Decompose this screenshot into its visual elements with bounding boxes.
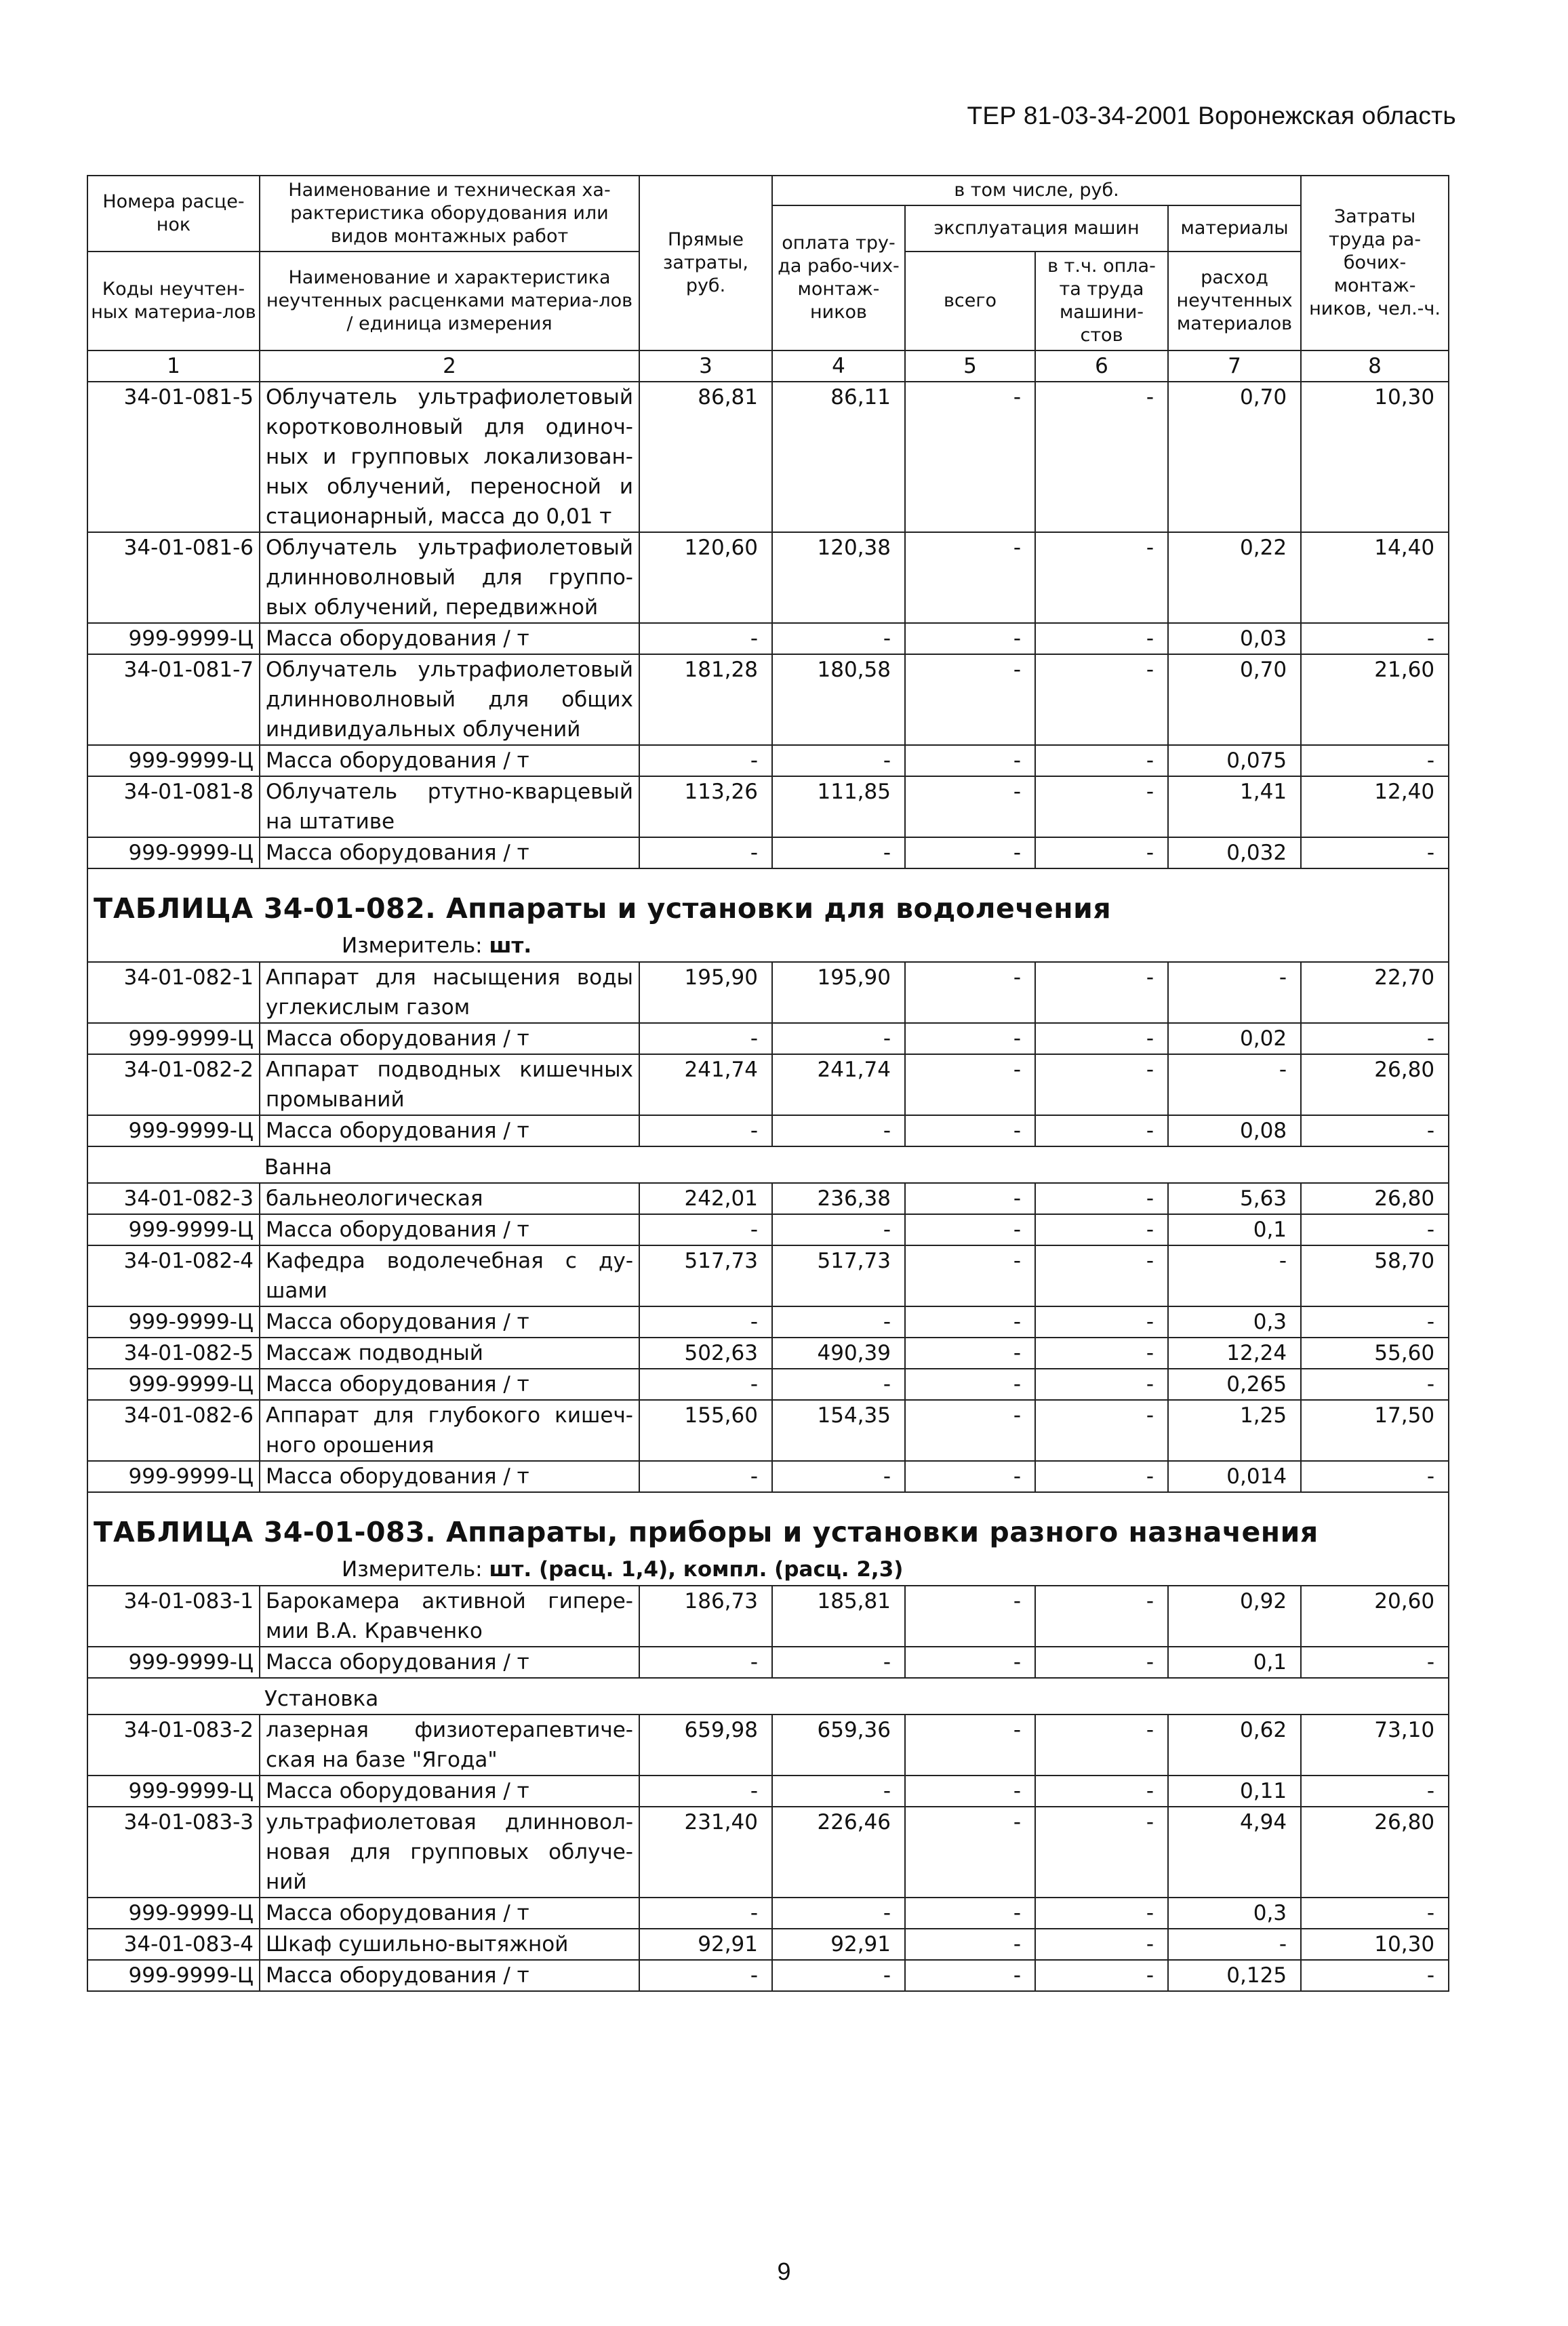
machines-total: - — [905, 1338, 1035, 1369]
rate-row — [87, 962, 1449, 1023]
rate-code: 999-9999-Ц — [87, 1461, 260, 1492]
direct-costs: - — [639, 1898, 772, 1929]
rate-row — [87, 1400, 1449, 1461]
rate-name: Облучатель ультрафиолетовый длинноволновый для общих индивидуальных облучений — [260, 654, 639, 745]
machines-total: - — [905, 1647, 1035, 1678]
rate-row — [87, 1338, 1449, 1369]
direct-costs: 186,73 — [639, 1586, 772, 1647]
machinists-pay: - — [1035, 1400, 1168, 1461]
machines-total: - — [905, 654, 1035, 745]
labor-pay: 185,81 — [772, 1586, 905, 1647]
machines-total: - — [905, 623, 1035, 654]
machinists-pay: - — [1035, 1214, 1168, 1245]
header-col4: оплата тру-да рабо-чих-монтаж-ников — [772, 205, 905, 350]
machines-total: - — [905, 1807, 1035, 1898]
material-row — [87, 1461, 1449, 1492]
rate-name: Облучатель ультрафиолетовый коротковолновый для одиноч-ных и групповых локализован-ных облучений, переносной и стационарный, масса до 0,01 т — [260, 382, 639, 532]
machines-total: - — [905, 1929, 1035, 1960]
rate-code: 34-01-082-3 — [87, 1183, 260, 1214]
labor-hours: 21,60 — [1301, 654, 1449, 745]
machinists-pay: - — [1035, 1023, 1168, 1054]
material-row — [87, 1214, 1449, 1245]
rate-code: 34-01-083-3 — [87, 1807, 260, 1898]
rate-name: Облучатель ртутно-кварцевый на штативе — [260, 776, 639, 837]
labor-pay: 659,36 — [772, 1715, 905, 1776]
machines-total: - — [905, 1183, 1035, 1214]
machines-total: - — [905, 837, 1035, 868]
unit-label: Измеритель: — [342, 1557, 483, 1582]
labor-hours: 58,70 — [1301, 1245, 1449, 1306]
machinists-pay: - — [1035, 745, 1168, 776]
materials-consumption: 0,265 — [1168, 1369, 1301, 1400]
rate-row — [87, 1586, 1449, 1647]
rate-name: Аппарат для насыщения воды углекислым газом — [260, 962, 639, 1023]
machinists-pay: - — [1035, 1461, 1168, 1492]
rate-code: 34-01-082-6 — [87, 1400, 260, 1461]
materials-consumption: 0,3 — [1168, 1898, 1301, 1929]
direct-costs: - — [639, 1461, 772, 1492]
unit-value: шт. (расц. 1,4), компл. (расц. 2,3) — [489, 1557, 904, 1582]
direct-costs: 242,01 — [639, 1183, 772, 1214]
machinists-pay: - — [1035, 1929, 1168, 1960]
labor-pay: 111,85 — [772, 776, 905, 837]
rate-code: 999-9999-Ц — [87, 1115, 260, 1146]
machines-total: - — [905, 1960, 1035, 1991]
rate-row — [87, 1245, 1449, 1306]
labor-hours: - — [1301, 1898, 1449, 1929]
materials-consumption: 0,70 — [1168, 382, 1301, 532]
direct-costs: 181,28 — [639, 654, 772, 745]
direct-costs: 155,60 — [639, 1400, 772, 1461]
materials-consumption: 0,92 — [1168, 1586, 1301, 1647]
machines-total: - — [905, 962, 1035, 1023]
labor-hours: 10,30 — [1301, 1929, 1449, 1960]
direct-costs: - — [639, 1214, 772, 1245]
materials-consumption: 1,25 — [1168, 1400, 1301, 1461]
labor-pay: 490,39 — [772, 1338, 905, 1369]
machines-total: - — [905, 1054, 1035, 1115]
header-col6: в т.ч. опла-та труда машини-стов — [1035, 252, 1168, 350]
rate-name: Массаж подводный — [260, 1338, 639, 1369]
machinists-pay: - — [1035, 1245, 1168, 1306]
rate-code: 999-9999-Ц — [87, 1960, 260, 1991]
rate-code: 34-01-081-8 — [87, 776, 260, 837]
material-row — [87, 1369, 1449, 1400]
rate-name: Масса оборудования / т — [260, 1369, 639, 1400]
rate-code: 999-9999-Ц — [87, 837, 260, 868]
rate-code: 34-01-083-1 — [87, 1586, 260, 1647]
header-col3: Прямые затраты, руб. — [639, 176, 772, 350]
column-numbers-row — [87, 350, 1449, 382]
labor-hours: 22,70 — [1301, 962, 1449, 1023]
rate-code: 999-9999-Ц — [87, 1023, 260, 1054]
rate-name: Масса оборудования / т — [260, 1776, 639, 1807]
labor-hours: - — [1301, 837, 1449, 868]
labor-pay: 241,74 — [772, 1054, 905, 1115]
table-block-083b — [87, 1715, 1449, 1991]
rate-row — [87, 1054, 1449, 1115]
rate-code: 34-01-081-7 — [87, 654, 260, 745]
materials-consumption: 0,075 — [1168, 745, 1301, 776]
rate-code: 999-9999-Ц — [87, 1306, 260, 1338]
rate-row — [87, 776, 1449, 837]
direct-costs: 231,40 — [639, 1807, 772, 1898]
direct-costs: - — [639, 1369, 772, 1400]
labor-hours: - — [1301, 1647, 1449, 1678]
machinists-pay: - — [1035, 623, 1168, 654]
labor-hours: 17,50 — [1301, 1400, 1449, 1461]
labor-pay: - — [772, 1461, 905, 1492]
material-row — [87, 1306, 1449, 1338]
labor-pay: - — [772, 1776, 905, 1807]
table-block-083a — [87, 1586, 1449, 1678]
labor-pay: - — [772, 1115, 905, 1146]
rate-code: 34-01-082-1 — [87, 962, 260, 1023]
materials-consumption: 12,24 — [1168, 1338, 1301, 1369]
header-col1-bottom: Коды неучтен-ных материа-лов — [87, 252, 260, 350]
materials-consumption: - — [1168, 1929, 1301, 1960]
machines-total: - — [905, 1715, 1035, 1776]
rate-code: 999-9999-Ц — [87, 745, 260, 776]
rate-name: Масса оборудования / т — [260, 837, 639, 868]
machinists-pay: - — [1035, 532, 1168, 623]
machinists-pay: - — [1035, 1898, 1168, 1929]
labor-pay: - — [772, 1306, 905, 1338]
machines-total: - — [905, 382, 1035, 532]
column-number: 2 — [260, 350, 639, 382]
rate-name: Масса оборудования / т — [260, 1306, 639, 1338]
rate-code: 999-9999-Ц — [87, 1369, 260, 1400]
rate-row — [87, 532, 1449, 623]
machines-total: - — [905, 1369, 1035, 1400]
rate-code: 999-9999-Ц — [87, 1647, 260, 1678]
column-number: 5 — [905, 350, 1035, 382]
labor-hours: - — [1301, 1306, 1449, 1338]
material-row — [87, 1647, 1449, 1678]
machinists-pay: - — [1035, 1960, 1168, 1991]
direct-costs: 86,81 — [639, 382, 772, 532]
rate-name: Барокамера активной гиперe-мии В.А. Кравченко — [260, 1586, 639, 1647]
direct-costs: - — [639, 1023, 772, 1054]
header-col5: всего — [905, 252, 1035, 350]
machines-total: - — [905, 1461, 1035, 1492]
section-prefix: ТАБЛИЦА — [94, 1516, 254, 1548]
column-number: 4 — [772, 350, 905, 382]
materials-consumption: 0,032 — [1168, 837, 1301, 868]
labor-hours: - — [1301, 1461, 1449, 1492]
materials-consumption: 5,63 — [1168, 1183, 1301, 1214]
machines-total: - — [905, 745, 1035, 776]
section-unit — [88, 1555, 1448, 1585]
labor-pay: 195,90 — [772, 962, 905, 1023]
material-row — [87, 1023, 1449, 1054]
machinists-pay: - — [1035, 962, 1168, 1023]
labor-hours: - — [1301, 1023, 1449, 1054]
rate-code: 999-9999-Ц — [87, 1214, 260, 1245]
group-install — [87, 1678, 1449, 1715]
rate-code: 999-9999-Ц — [87, 1776, 260, 1807]
machinists-pay: - — [1035, 1586, 1168, 1647]
direct-costs: 502,63 — [639, 1338, 772, 1369]
machinists-pay: - — [1035, 1807, 1168, 1898]
rate-code: 34-01-081-6 — [87, 532, 260, 623]
header-materials: материалы — [1168, 205, 1301, 252]
table-block-081 — [87, 382, 1449, 868]
machinists-pay: - — [1035, 1054, 1168, 1115]
labor-pay: 92,91 — [772, 1929, 905, 1960]
materials-consumption: 4,94 — [1168, 1807, 1301, 1898]
rate-code: 34-01-082-4 — [87, 1245, 260, 1306]
machines-total: - — [905, 532, 1035, 623]
labor-hours: - — [1301, 623, 1449, 654]
direct-costs: - — [639, 1115, 772, 1146]
materials-consumption: 0,08 — [1168, 1115, 1301, 1146]
materials-consumption: 0,125 — [1168, 1960, 1301, 1991]
direct-costs: - — [639, 623, 772, 654]
labor-pay: - — [772, 745, 905, 776]
header-machines: эксплуатация машин — [905, 205, 1168, 252]
section-name: 34-01-082. Аппараты и установки для водолечения — [263, 892, 1112, 925]
rate-name: лазерная физиотерапевтиче-ская на базе "Ягода" — [260, 1715, 639, 1776]
rate-name: Масса оборудования / т — [260, 1960, 639, 1991]
rate-row — [87, 1929, 1449, 1960]
rate-name: Облучатель ультрафиолетовый длинноволновый для группо-вых облучений, передвижной — [260, 532, 639, 623]
rate-name: Шкаф сушильно-вытяжной — [260, 1929, 639, 1960]
table-block-082b — [87, 1183, 1449, 1492]
labor-hours: 26,80 — [1301, 1807, 1449, 1898]
rate-name: Аппарат подводных кишечных промываний — [260, 1054, 639, 1115]
material-row — [87, 1115, 1449, 1146]
material-row — [87, 623, 1449, 654]
rate-name: Масса оборудования / т — [260, 1461, 639, 1492]
direct-costs: 120,60 — [639, 532, 772, 623]
labor-hours: 73,10 — [1301, 1715, 1449, 1776]
rate-row — [87, 1715, 1449, 1776]
labor-pay: - — [772, 623, 905, 654]
direct-costs: 92,91 — [639, 1929, 772, 1960]
labor-pay: - — [772, 837, 905, 868]
materials-consumption: 0,22 — [1168, 532, 1301, 623]
labor-pay: - — [772, 1214, 905, 1245]
header-col8: Затраты труда ра-бочих-монтаж-ников, чел.-ч. — [1301, 176, 1449, 350]
materials-consumption: 0,62 — [1168, 1715, 1301, 1776]
labor-pay: 120,38 — [772, 532, 905, 623]
unit-label: Измеритель: — [342, 934, 483, 958]
machines-total: - — [905, 1776, 1035, 1807]
materials-consumption: 0,3 — [1168, 1306, 1301, 1338]
section-prefix: ТАБЛИЦА — [94, 892, 254, 925]
machinists-pay: - — [1035, 382, 1168, 532]
column-number: 8 — [1301, 350, 1449, 382]
machines-total: - — [905, 1115, 1035, 1146]
direct-costs: - — [639, 1960, 772, 1991]
machinists-pay: - — [1035, 1647, 1168, 1678]
labor-hours: - — [1301, 1776, 1449, 1807]
materials-consumption: 1,41 — [1168, 776, 1301, 837]
direct-costs: - — [639, 1776, 772, 1807]
rate-name: Масса оборудования / т — [260, 1115, 639, 1146]
rate-name: Масса оборудования / т — [260, 745, 639, 776]
material-row — [87, 1960, 1449, 1991]
materials-consumption: 0,1 — [1168, 1647, 1301, 1678]
header-col2-top: Наименование и техническая ха-рактеристика оборудования или видов монтажных работ — [260, 176, 639, 252]
page-number: 9 — [777, 2258, 791, 2285]
rate-name: Аппарат для глубокого кишеч-ного орошения — [260, 1400, 639, 1461]
direct-costs: - — [639, 837, 772, 868]
labor-pay: - — [772, 1023, 905, 1054]
labor-hours: 20,60 — [1301, 1586, 1449, 1647]
materials-consumption: 0,70 — [1168, 654, 1301, 745]
unit-value: шт. — [489, 934, 532, 958]
rate-row — [87, 1807, 1449, 1898]
labor-hours: 55,60 — [1301, 1338, 1449, 1369]
material-row — [87, 837, 1449, 868]
rate-name: бальнеологическая — [260, 1183, 639, 1214]
rate-name: Масса оборудования / т — [260, 623, 639, 654]
rate-name: ультрафиолетовая длинновол-новая для групповых облуче-ний — [260, 1807, 639, 1898]
header-including: в том числе, руб. — [772, 176, 1301, 205]
machinists-pay: - — [1035, 1776, 1168, 1807]
section-title — [88, 869, 1448, 931]
section-title — [88, 1493, 1448, 1555]
labor-pay: 154,35 — [772, 1400, 905, 1461]
machines-total: - — [905, 1400, 1035, 1461]
labor-hours: - — [1301, 1369, 1449, 1400]
materials-consumption: - — [1168, 1245, 1301, 1306]
machines-total: - — [905, 776, 1035, 837]
rate-row — [87, 654, 1449, 745]
labor-hours: 26,80 — [1301, 1183, 1449, 1214]
column-number: 7 — [1168, 350, 1301, 382]
group-label: Ванна — [87, 1146, 1449, 1183]
rates-table — [87, 175, 1449, 1992]
labor-pay: - — [772, 1369, 905, 1400]
materials-consumption: 0,1 — [1168, 1214, 1301, 1245]
machinists-pay: - — [1035, 1715, 1168, 1776]
machines-total: - — [905, 1245, 1035, 1306]
machines-total: - — [905, 1023, 1035, 1054]
rate-code: 999-9999-Ц — [87, 623, 260, 654]
rate-code: 34-01-082-2 — [87, 1054, 260, 1115]
table-block-082a — [87, 962, 1449, 1146]
machines-total: - — [905, 1898, 1035, 1929]
machinists-pay: - — [1035, 1306, 1168, 1338]
material-row — [87, 745, 1449, 776]
column-number: 1 — [87, 350, 260, 382]
materials-consumption: 0,03 — [1168, 623, 1301, 654]
rate-name: Масса оборудования / т — [260, 1898, 639, 1929]
rate-code: 999-9999-Ц — [87, 1898, 260, 1929]
materials-consumption: - — [1168, 1054, 1301, 1115]
machines-total: - — [905, 1586, 1035, 1647]
machinists-pay: - — [1035, 654, 1168, 745]
rate-name: Масса оборудования / т — [260, 1647, 639, 1678]
column-number: 3 — [639, 350, 772, 382]
machinists-pay: - — [1035, 776, 1168, 837]
machines-total: - — [905, 1214, 1035, 1245]
labor-hours: - — [1301, 1115, 1449, 1146]
rate-name: Масса оборудования / т — [260, 1023, 639, 1054]
direct-costs: 113,26 — [639, 776, 772, 837]
rate-code: 34-01-081-5 — [87, 382, 260, 532]
rate-code: 34-01-082-5 — [87, 1338, 260, 1369]
machinists-pay: - — [1035, 837, 1168, 868]
labor-hours: - — [1301, 1960, 1449, 1991]
labor-pay: 236,38 — [772, 1183, 905, 1214]
rate-row — [87, 1183, 1449, 1214]
labor-hours: 14,40 — [1301, 532, 1449, 623]
materials-consumption: - — [1168, 962, 1301, 1023]
page-header: ТЕР 81-03-34-2001 Воронежская область — [967, 102, 1456, 129]
labor-pay: - — [772, 1898, 905, 1929]
header-col1-top: Номера расце-нок — [87, 176, 260, 252]
direct-costs: - — [639, 1647, 772, 1678]
section-082-heading — [87, 868, 1449, 962]
rate-code: 34-01-083-4 — [87, 1929, 260, 1960]
materials-consumption: 0,014 — [1168, 1461, 1301, 1492]
rate-name: Кафедра водолечебная с ду-шами — [260, 1245, 639, 1306]
labor-hours: - — [1301, 745, 1449, 776]
labor-pay: 180,58 — [772, 654, 905, 745]
labor-hours: 12,40 — [1301, 776, 1449, 837]
direct-costs: - — [639, 1306, 772, 1338]
labor-pay: - — [772, 1960, 905, 1991]
header-col7: расход неучтенных материалов — [1168, 252, 1301, 350]
direct-costs: 659,98 — [639, 1715, 772, 1776]
labor-pay: 517,73 — [772, 1245, 905, 1306]
labor-hours: 26,80 — [1301, 1054, 1449, 1115]
materials-consumption: 0,02 — [1168, 1023, 1301, 1054]
material-row — [87, 1776, 1449, 1807]
labor-pay: - — [772, 1647, 905, 1678]
header-col2-bottom: Наименование и характеристика неучтенных расценками материа-лов / единица измерения — [260, 252, 639, 350]
direct-costs: - — [639, 745, 772, 776]
rate-code: 34-01-083-2 — [87, 1715, 260, 1776]
material-row — [87, 1898, 1449, 1929]
direct-costs: 517,73 — [639, 1245, 772, 1306]
section-unit — [88, 931, 1448, 961]
labor-pay: 226,46 — [772, 1807, 905, 1898]
table-header — [87, 176, 1449, 382]
direct-costs: 241,74 — [639, 1054, 772, 1115]
machinists-pay: - — [1035, 1338, 1168, 1369]
labor-hours: 10,30 — [1301, 382, 1449, 532]
materials-consumption: 0,11 — [1168, 1776, 1301, 1807]
machinists-pay: - — [1035, 1369, 1168, 1400]
machinists-pay: - — [1035, 1183, 1168, 1214]
labor-pay: 86,11 — [772, 382, 905, 532]
machines-total: - — [905, 1306, 1035, 1338]
direct-costs: 195,90 — [639, 962, 772, 1023]
group-bath — [87, 1146, 1449, 1183]
section-name: 34-01-083. Аппараты, приборы и установки разного назначения — [263, 1516, 1319, 1548]
machinists-pay: - — [1035, 1115, 1168, 1146]
group-label: Установка — [87, 1678, 1449, 1715]
rate-name: Масса оборудования / т — [260, 1214, 639, 1245]
rate-row — [87, 382, 1449, 532]
column-number: 6 — [1035, 350, 1168, 382]
section-083-heading — [87, 1492, 1449, 1586]
labor-hours: - — [1301, 1214, 1449, 1245]
